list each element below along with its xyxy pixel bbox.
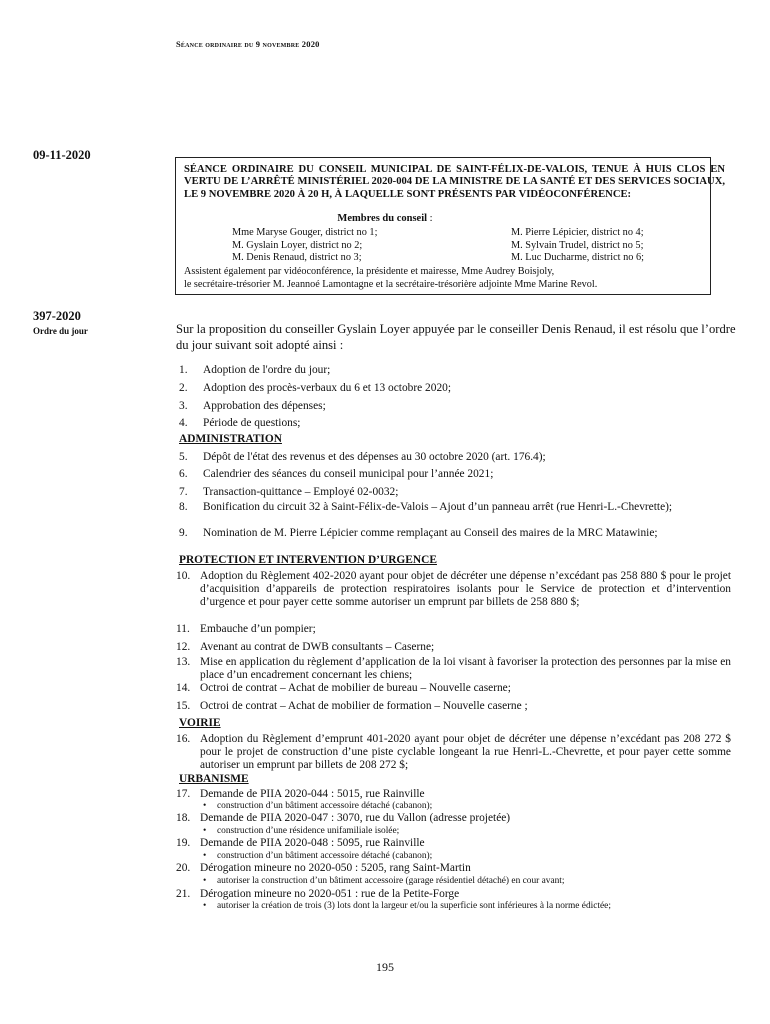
agenda-number: 9.: [179, 527, 188, 539]
agenda-text: Demande de PIIA 2020-047 : 3070, rue du Vallon (adresse projetée): [200, 812, 511, 824]
agenda-text: Transaction-quittance – Employé 02-0032;: [203, 486, 399, 498]
bullet-icon: •: [203, 876, 207, 886]
bullet-text: autoriser la construction d’un bâtiment accessoire (garage résidentiel détaché) en cour avant;: [217, 876, 565, 886]
agenda-number: 4.: [179, 417, 188, 429]
also-present-line: Assistent également par vidéoconférence, la présidente et mairesse, Mme Audrey Boisjoly,: [184, 266, 555, 277]
resolution-subject: Ordre du jour: [33, 326, 88, 336]
agenda-text: Octroi de contrat – Achat de mobilier de bureau – Nouvelle caserne;: [200, 682, 511, 694]
member-entry: Mme Maryse Gouger, district no 1;: [232, 227, 378, 238]
agenda-number: 19.: [176, 837, 191, 849]
member-entry: M. Denis Renaud, district no 3;: [232, 252, 362, 263]
member-entry: M. Sylvain Trudel, district no 5;: [511, 239, 644, 251]
agenda-number: 5.: [179, 451, 188, 463]
members-heading: [0, 213, 770, 224]
agenda-text: Période de questions;: [203, 417, 301, 429]
section-heading-protection: PROTECTION ET INTERVENTION D’URGENCE: [179, 554, 437, 566]
agenda-number: 20.: [176, 862, 191, 874]
bullet-icon: •: [203, 826, 207, 836]
agenda-number: 6.: [179, 468, 188, 480]
agenda-text: Nomination de M. Pierre Lépicier comme remplaçant au Conseil des maires de la MRC Matawinie;: [203, 527, 658, 539]
agenda-number: 18.: [176, 812, 191, 824]
agenda-number: 7.: [179, 486, 188, 498]
agenda-text: Embauche d’un pompier;: [200, 623, 316, 635]
members-heading-text: Membres du conseil: [337, 213, 428, 224]
agenda-text: Bonification du circuit 32 à Saint-Félix-de-Valois – Ajout d’un panneau arrêt (rue Henri-L.-Chevrette);: [203, 501, 673, 513]
agenda-number: 13.: [176, 656, 191, 668]
agenda-text: Dépôt de l'état des revenus et des dépenses au 30 octobre 2020 (art. 176.4);: [203, 451, 546, 463]
agenda-number: 16.: [176, 733, 191, 745]
agenda-number: 15.: [176, 700, 191, 712]
agenda-number: 1.: [179, 364, 188, 376]
agenda-text: Adoption de l'ordre du jour;: [203, 364, 331, 376]
member-entry: M. Gyslain Loyer, district no 2;: [232, 239, 363, 251]
agenda-number: 10.: [176, 570, 191, 582]
resolution-number: 397-2020: [33, 309, 81, 323]
agenda-number: 21.: [176, 888, 191, 900]
agenda-number: 12.: [176, 641, 191, 653]
agenda-text: Avenant au contrat de DWB consultants – Caserne;: [200, 641, 435, 653]
agenda-text: Approbation des dépenses;: [203, 400, 326, 412]
resolution-intro: Sur la proposition du conseiller Gyslain Loyer appuyée par le conseiller Denis Renaud, il est résolu que l’ordre du jour suivant soit adopté ainsi :: [176, 322, 736, 352]
section-heading-administration: ADMINISTRATION: [179, 433, 282, 445]
agenda-number: 3.: [179, 400, 188, 412]
agenda-text: Adoption du Règlement 402-2020 ayant pour objet de décréter une dépense n’excédant pas 258 880 $ pour le projet d’acquisition d’appareils de protection respiratoires isolants pour le Service de protection et d’intervention d’urgence et pour payer cette somme autoriser un emprunt par billets de 258 880 $;: [200, 570, 731, 608]
section-heading-voirie: VOIRIE: [179, 717, 221, 729]
bullet-text: construction d’un bâtiment accessoire détaché (cabanon);: [217, 801, 433, 811]
also-present-text: [184, 266, 704, 291]
agenda-number: 17.: [176, 788, 191, 800]
member-entry: M. Pierre Lépicier, district no 4;: [511, 227, 644, 238]
agenda-number: 8.: [179, 501, 188, 513]
agenda-text: Demande de PIIA 2020-044 : 5015, rue Rainville: [200, 788, 425, 800]
agenda-text: Dérogation mineure no 2020-050 : 5205, rang Saint-Martin: [200, 862, 471, 874]
bullet-text: construction d’une résidence unifamiliale isolée;: [217, 826, 400, 836]
bullet-icon: •: [203, 901, 207, 911]
bullet-icon: •: [203, 851, 207, 861]
agenda-text: Octroi de contrat – Achat de mobilier de formation – Nouvelle caserne ;: [200, 700, 528, 712]
also-present-line: le secrétaire-trésorier M. Jeannoé Lamontagne et la secrétaire-trésorière adjointe Mme Marine Revol.: [184, 278, 598, 290]
member-entry: M. Luc Ducharme, district no 6;: [511, 252, 644, 263]
session-title: SÉANCE ORDINAIRE DU CONSEIL MUNICIPAL DE SAINT-FÉLIX-DE-VALOIS, TENUE À HUIS CLOS EN VERTU DE L’ARRÊTÉ MINISTÉRIEL 2020-004 DE LA MINISTRE DE LA SANTÉ ET DES SERVICES SOCIAUX, LE 9 NOVEMBRE 2020 À 20 H, À LAQUELLE SONT PRÉSENTS PAR VIDÉOCONFÉRENCE:: [184, 164, 725, 200]
bullet-text: construction d’un bâtiment accessoire détaché (cabanon);: [217, 851, 433, 861]
bullet-icon: •: [203, 801, 207, 811]
agenda-text: Demande de PIIA 2020-048 : 5095, rue Rainville: [200, 837, 425, 849]
members-heading-colon: :: [427, 213, 433, 224]
running-header: Séance ordinaire du 9 novembre 2020: [176, 39, 320, 49]
agenda-text: Calendrier des séances du conseil municipal pour l’année 2021;: [203, 468, 494, 480]
section-heading-urbanisme: URBANISME: [179, 773, 249, 785]
agenda-number: 11.: [176, 623, 190, 635]
agenda-text: Mise en application du règlement d’application de la loi visant à favoriser la protection des personnes par la mise en place d’un encadrement concernant les chiens;: [200, 656, 731, 681]
agenda-text: Adoption des procès-verbaux du 6 et 13 octobre 2020;: [203, 382, 452, 394]
agenda-number: 14.: [176, 682, 191, 694]
agenda-text: Adoption du Règlement d’emprunt 401-2020 ayant pour objet de décréter une dépense n’excédant pas 208 272 $ pour le projet de construction d’une piste cyclable longeant la rue Henri-L.-Chevrette, et pour payer cette somme autoriser un emprunt par billets de 208 272 $;: [200, 733, 731, 771]
agenda-text: Dérogation mineure no 2020-051 : rue de la Petite-Forge: [200, 888, 460, 900]
members-right-column: [511, 227, 644, 265]
bullet-text: autoriser la création de trois (3) lots dont la largeur et/ou la superficie sont inférieures à la norme édictée;: [217, 901, 611, 911]
meeting-date-label: 09-11-2020: [33, 148, 91, 162]
members-left-column: [232, 227, 377, 265]
page-number: 195: [376, 960, 394, 974]
agenda-number: 2.: [179, 382, 188, 394]
